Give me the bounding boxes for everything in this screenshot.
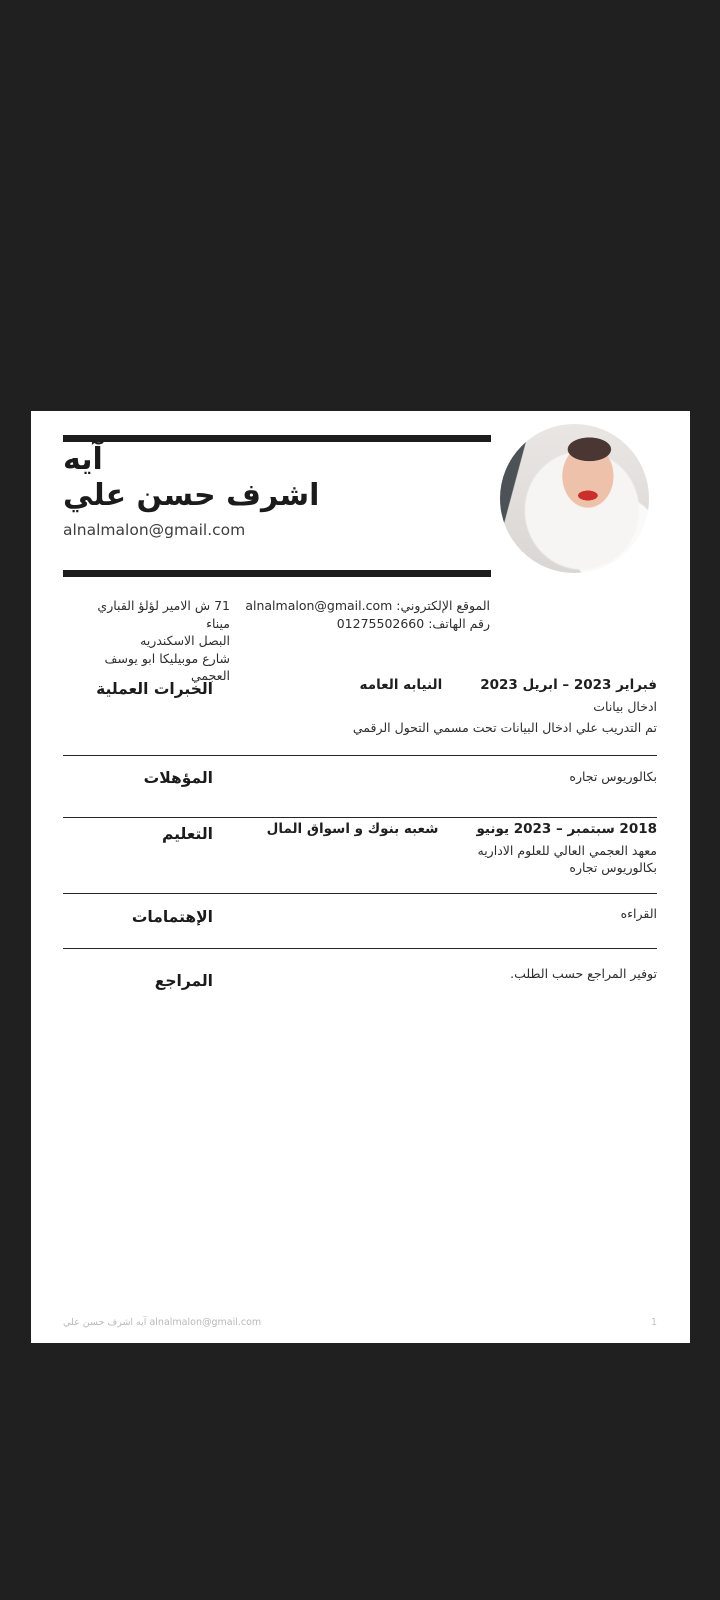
header-email: alnalmalon@gmail.com bbox=[63, 521, 246, 539]
education-degree: بكالوريوس تجاره bbox=[569, 860, 657, 875]
address-line: 71 ش الامير لؤلؤ القباري ميناء bbox=[97, 598, 230, 631]
address-block bbox=[72, 597, 230, 685]
experience-headline bbox=[245, 677, 657, 694]
section-divider bbox=[63, 817, 657, 818]
section-divider bbox=[63, 893, 657, 894]
section-label-experience: الخبرات العملية bbox=[96, 680, 213, 698]
resume-page bbox=[31, 411, 690, 1343]
footer-name: آيه اشرف حسن علي bbox=[63, 1317, 147, 1328]
section-label-education: التعليم bbox=[161, 825, 213, 843]
contact-block bbox=[238, 597, 490, 632]
references-item: توفير المراجع حسب الطلب. bbox=[510, 966, 657, 981]
phone-row bbox=[238, 615, 490, 633]
education-major: شعبه بنوك و اسواق المال bbox=[266, 821, 439, 837]
phone-label: رقم الهاتف: bbox=[428, 615, 490, 631]
website-label: الموقع الإلكتروني: bbox=[396, 598, 490, 613]
experience-date: فبراير 2023 – ابريل 2023 bbox=[480, 677, 657, 693]
footer-page-number: 1 bbox=[650, 1317, 657, 1328]
profile-photo bbox=[500, 424, 649, 573]
experience-role: ادخال بيانات bbox=[593, 699, 657, 714]
name-line-1: آيه bbox=[63, 442, 103, 477]
qualifications-item: بكالوريوس تجاره bbox=[569, 769, 657, 784]
address-line: شارع موبيليكا ابو يوسف العجمي bbox=[104, 650, 230, 683]
website-value: alnalmalon@gmail.com bbox=[245, 598, 393, 613]
section-divider bbox=[63, 755, 657, 756]
section-label-references: المراجع bbox=[154, 972, 213, 990]
address-line: البصل الاسكندريه bbox=[140, 633, 230, 648]
education-institute: معهد العجمي العالي للعلوم الاداريه bbox=[477, 843, 657, 858]
experience-organization: النيابه العامه bbox=[359, 677, 443, 693]
experience-description: تم التدريب علي ادخال البيانات تحت مسمي التحول الرقمي bbox=[352, 720, 657, 735]
header-bottom-rule bbox=[63, 570, 491, 577]
interests-item: القراءه bbox=[620, 906, 657, 921]
section-divider bbox=[63, 948, 657, 949]
footer-email: alnalmalon@gmail.com bbox=[149, 1317, 262, 1328]
education-headline bbox=[245, 821, 657, 838]
website-row bbox=[238, 597, 490, 615]
footer-name-email bbox=[63, 1317, 261, 1328]
education-date: 2018 سبتمبر – 2023 يونيو bbox=[476, 821, 657, 837]
phone-value: 01275502660 bbox=[336, 615, 425, 631]
header-top-rule bbox=[63, 435, 491, 442]
education-entry bbox=[245, 821, 657, 876]
section-label-interests: الإهتمامات bbox=[131, 908, 213, 926]
section-label-qualifications: المؤهلات bbox=[143, 769, 213, 787]
experience-entry bbox=[245, 677, 657, 736]
name-line-2: اشرف حسن علي bbox=[63, 478, 320, 513]
